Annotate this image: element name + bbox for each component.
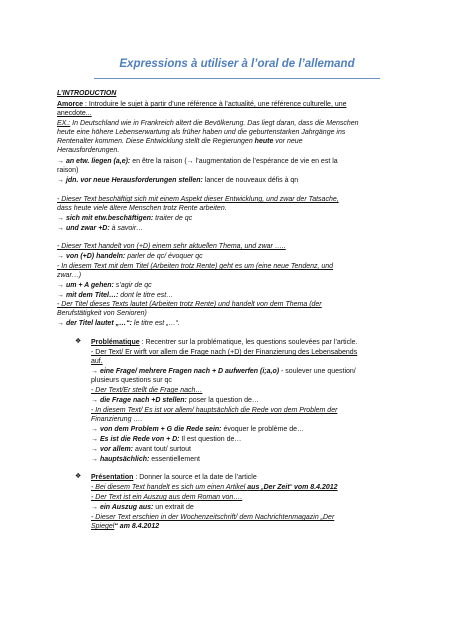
vocab-de: → Es ist die Rede von + D: [91, 436, 180, 443]
problematique-line5: - Der Text/Er stellt die Frage nach… [91, 387, 203, 394]
presentation-text5a: Spiegel [91, 523, 115, 530]
vocab-de: → der Titel lautet „…“: [57, 320, 132, 327]
presentation-text1a: - Bei diesem Text handelt es sich um einen Artikel [91, 484, 248, 491]
vocab-fr: un extrait de [153, 504, 194, 511]
vocab-fr: parler de qc/ évoquer qc [125, 253, 203, 260]
vocab-fr: lancer de nouveaux défis à qn [202, 177, 299, 184]
presentation-line5 [91, 522, 159, 531]
vocab-de: → jdn. vor neue Herausforderungen stellen: [57, 177, 203, 184]
vocab-fr: - soulever une question/ [279, 368, 356, 375]
vocab-fr: poser la question de… [186, 397, 259, 404]
diamond-bullet-icon: ❖ [75, 473, 82, 480]
amorce-line [57, 100, 347, 109]
problematique-text: : Recentrer sur la problématique, les questions soulevées par l’article. [139, 339, 358, 346]
vocab-de: → ein Auszug aus: [91, 504, 154, 511]
presentation-line2: - Der Text ist ein Auszug aus dem Roman von…. [91, 494, 243, 501]
presentation-text1b: aus [247, 484, 260, 491]
vocab-vor-allem [91, 445, 191, 454]
vocab-de: → von dem Problem + G die Rede sein: [91, 426, 222, 433]
vocab-beschaeftigen [57, 214, 192, 223]
amorce-text: : Introduire le sujet à partir d’une référence à l’actualité, une référence culturelle, une [83, 101, 347, 108]
vocab-de: → um + A gehen: [57, 282, 114, 289]
problematique-line4: plusieurs questions sur qc [91, 377, 172, 384]
problematique-line1: - Der Text/ Er wirft vor allem die Frage nach (+D) der Finanzierung des Lebensabends [91, 349, 358, 356]
presentation-line1 [91, 483, 338, 492]
vocab-frage-aufwerfen [91, 367, 356, 376]
problematique-line7: - In diesem Text/ Es ist vor allem/ hauptsächlich die Rede von dem Problem der [91, 407, 338, 414]
vocab-fr: essentiellement [149, 456, 200, 463]
vocab-titel-lautet [57, 319, 180, 328]
example-text1: In Deutschland wie in Frankreich altert die Bevölkerung. Das liegt daran, dass die Menschen [70, 120, 359, 127]
vocab-um-gehen [57, 281, 152, 290]
vocab-de: → und zwar +D: [57, 225, 110, 232]
block3-line7: - Der Titel dieses Texts lautet (Arbeiten trotz Rente) und handelt von dem Thema (der [57, 301, 322, 308]
document-title: Expressions à utiliser à l’oral de l’allemand [119, 58, 355, 70]
amorce-line2: anecdote... [57, 110, 92, 117]
vocab-fr: à savoir… [109, 225, 144, 232]
vocab-fr: Il est question de… [179, 436, 242, 443]
vocab-de: → sich mit etw.beschäftigen: [57, 215, 154, 222]
problematique-label: Problématique [91, 339, 140, 346]
problematique-line2: auf. [91, 358, 103, 365]
presentation-text1e: “ [289, 484, 294, 491]
vocab-fr: avant tout/ surtout [133, 446, 191, 453]
vocab-mit-dem-titel [57, 291, 173, 300]
example-text3a: Rentenalter kommen. Diese Entwicklung stellt die Regierungen [57, 138, 255, 145]
vocab-und-zwar [57, 224, 143, 233]
block2-line2: dass heute viele ältere Menschen trotz Rente arbeiten. [57, 205, 227, 212]
problematique-heading [91, 338, 358, 347]
example-label: EX.: [57, 120, 71, 127]
vocab-an-etw-liegen-cont: raison) [57, 167, 79, 174]
example-line1 [57, 119, 359, 128]
vocab-auszug-aus [91, 503, 194, 512]
vocab-es-ist-die-rede [91, 435, 241, 444]
vocab-de: → mit dem Titel…: [57, 292, 119, 299]
presentation-line4: - Dieser Text erschien in der Wochenzeitschrift/ dem Nachrichtenmagazin „Der [91, 514, 335, 521]
vocab-de: → vor allem: [91, 446, 134, 453]
example-line4: Herausforderungen. [57, 147, 120, 154]
presentation-text5b: “ am 8.4.2012 [114, 523, 160, 530]
example-text3b: heute [254, 138, 274, 145]
vocab-handeln [57, 252, 203, 261]
diamond-bullet-icon: ❖ [75, 338, 82, 345]
presentation-text: : Donner la source et la date de l’article [133, 474, 257, 481]
presentation-text1f: vom 8.4.2012 [293, 484, 338, 491]
vocab-frage-stellen [91, 396, 259, 405]
vocab-de: → an etw. liegen (a,e): [57, 158, 131, 165]
presentation-label: Présentation [91, 474, 134, 481]
block3-line4: zwar…) [57, 272, 82, 279]
amorce-label: Amorce [57, 101, 84, 108]
problematique-line8: Finanzierung …. [91, 416, 143, 423]
block3-line8: Berufstätigkeit von Senioren) [57, 310, 147, 317]
intro-heading: L’INTRODUCTION [57, 90, 117, 97]
example-line3 [57, 137, 303, 146]
vocab-rede-sein [91, 425, 304, 434]
block3-line1: - Dieser Text handelt von (+D) einem sehr aktuellen Thema, und zwar ….. [57, 243, 286, 250]
vocab-hauptsaechlich [91, 455, 200, 464]
presentation-text1c: „ [259, 484, 264, 491]
example-text3c: vor neue [273, 138, 303, 145]
vocab-de: → die Frage nach +D stellen: [91, 397, 187, 404]
vocab-fr: s’agir de qc [113, 282, 152, 289]
vocab-de: → eine Frage/ mehrere Fragen nach + D aufwerfen (i;a,o) [91, 368, 280, 375]
presentation-text1d: Der Zeit [263, 484, 290, 491]
vocab-herausforderungen [57, 176, 298, 185]
vocab-de: → hauptsächlich: [91, 456, 150, 463]
block3-line3: - In diesem Text mit dem Titel (Arbeiten trotz Rente) geht es um (eine neue Tendenz, und [57, 263, 334, 270]
presentation-heading [91, 473, 257, 482]
vocab-fr: évoquer le problème de… [221, 426, 305, 433]
vocab-fr: le titre est „…“. [131, 320, 180, 327]
block2-line1: - Dieser Text beschäftigt sich mit einem Aspekt dieser Entwicklung, und zwar der Tatsache, [57, 196, 339, 203]
vocab-fr: traiter de qc [153, 215, 193, 222]
example-line2: heute eine höhere Lebenserwartung als früher haben und die geburtenstarken Jahrgänge ins [57, 129, 346, 136]
vocab-fr: en être la raison (→ l’augmentation de l’espérance de vie en est la [130, 158, 338, 165]
vocab-an-etw-liegen [57, 157, 338, 166]
vocab-fr: dont le titre est… [118, 292, 174, 299]
title-rule [94, 78, 380, 79]
vocab-de: → von (+D) handeln: [57, 253, 126, 260]
